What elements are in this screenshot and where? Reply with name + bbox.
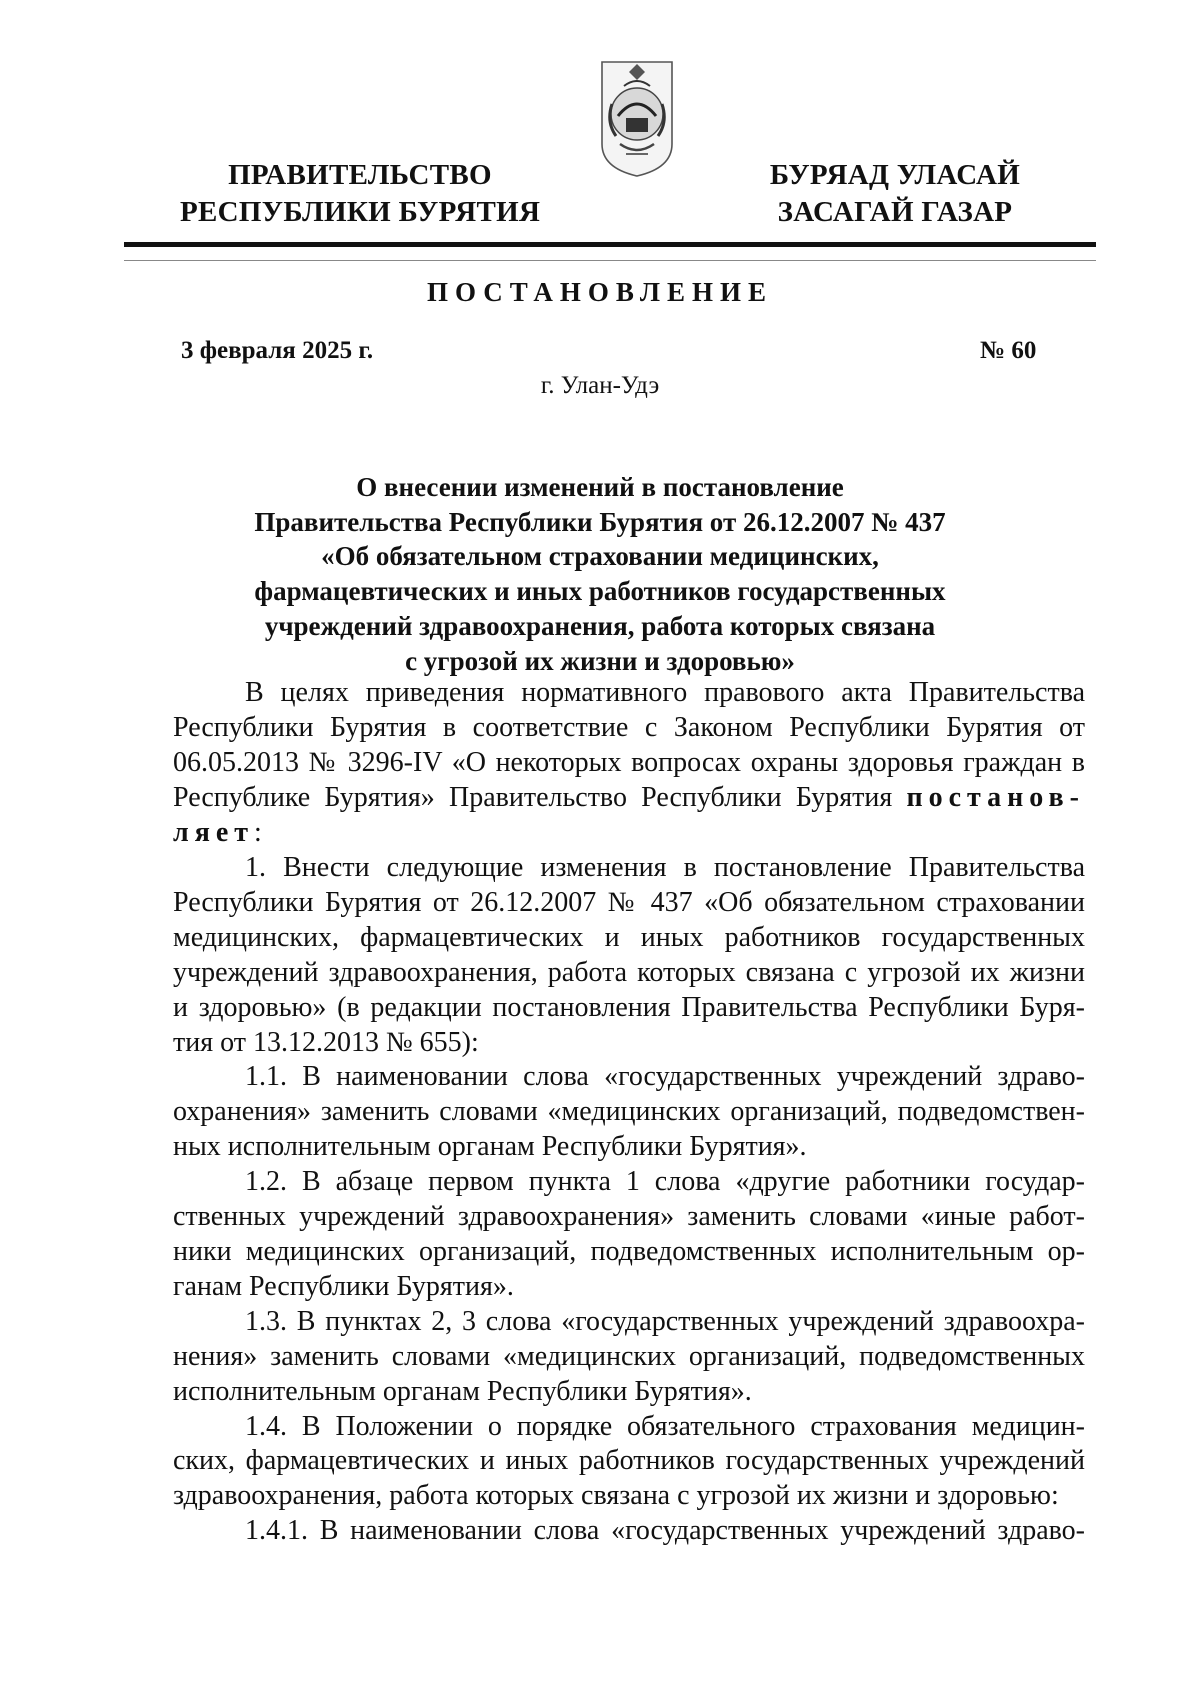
text-line: ственных учреждений здравоохранения» заменить словами «иные работ- [173,1201,1085,1233]
text-line: 1.3. В пунктах 2, 3 слова «государственных учреждений здравоохра- [245,1305,1085,1337]
coat-of-arms-icon [596,56,678,180]
org-line: ЗАСАГАЙ ГАЗАР [777,196,1013,228]
text-line: и здоровью» (в редакции постановления Правительства Республики Буря- [173,991,1085,1023]
text-line: нения» заменить словами «медицинских организаций, подведомственных [173,1340,1085,1372]
text-line: здравоохранения, работа которых связана с угрозой их жизни и здоровью: [173,1480,1059,1512]
text-line: 1.4. В Положении о порядке обязательного страхования медицин- [245,1410,1085,1442]
document-title [200,470,1000,678]
title-line: Правительства Республики Бурятия от 26.12.2007 № 437 [254,506,946,537]
text-line: ских, фармацевтических и иных работников государственных учреждений [173,1445,1085,1477]
document-city: г. Улан-Удэ [540,372,660,399]
title-line: с угрозой их жизни и здоровью» [405,645,795,676]
decree-word: ляет [173,816,255,848]
document-date: 3 февраля 2025 г. [181,337,374,364]
government-name-buryat [735,157,1055,231]
text-line: 1.1. В наименовании слова «государственных учреждений здраво- [245,1061,1085,1093]
text-line: В целях приведения нормативного правового акта Правительства [245,677,1085,708]
text-line: медицинских, фармацевтических и иных работников государственных [173,921,1085,953]
text-line [173,816,1085,851]
title-line: учреждений здравоохранения, работа которых связана [264,610,936,641]
text-line: охранения» заменить словами «медицинских организаций, подведомствен- [173,1096,1085,1128]
government-name-russian [180,157,540,231]
text-line: исполнительным органам Республики Бурятия». [173,1375,752,1407]
header-divider-thin [124,260,1096,261]
text-line: ганам Республики Бурятия». [173,1270,514,1302]
decree-colon: : [254,816,262,848]
document-number: № 60 [980,337,1037,364]
text-line: Республики Бурятия в соответствие с Законом Республики Бурятия от [173,711,1085,743]
text-line: тия от 13.12.2013 № 655): [173,1026,479,1058]
text-line: 1. Внести следующие изменения в постановление Правительства [245,852,1085,883]
text-line: Республики Бурятия от 26.12.2007 № 437 «Об обязательном страховании [173,886,1085,918]
org-line: БУРЯАД УЛАСАЙ [769,159,1021,191]
text-line: ники медицинских организаций, подведомственных исполнительным ор- [173,1235,1085,1267]
title-line: «Об обязательном страховании медицинских, [321,541,879,572]
clause-1 [173,851,1085,1549]
title-line: О внесении изменений в постановление [356,472,844,502]
header-divider-thick [124,242,1096,247]
document-type: ПОСТАНОВЛЕНИЕ [426,277,774,307]
text-line: ных исполнительным органам Республики Бурятия». [173,1131,807,1163]
org-line: РЕСПУБЛИКИ БУРЯТИЯ [180,196,541,228]
decree-word: постанов- [906,781,1085,813]
text-line: 1.2. В абзаце первом пункта 1 слова «другие работники государ- [245,1166,1085,1198]
text-line: 06.05.2013 № 3296-IV «О некоторых вопросах охраны здоровья граждан в [173,746,1085,778]
preamble-paragraph [173,676,1085,851]
text-line [173,781,1085,816]
title-line: фармацевтических и иных работников государственных [254,576,946,607]
org-line: ПРАВИТЕЛЬСТВО [228,159,492,191]
text-line: 1.4.1. В наименовании слова «государственных учреждений здраво- [245,1515,1085,1547]
text-fragment: Республике Бурятия» Правительство Республики Бурятия [173,781,893,813]
text-line: учреждений здравоохранения, работа которых связана с угрозой их жизни [173,956,1085,988]
